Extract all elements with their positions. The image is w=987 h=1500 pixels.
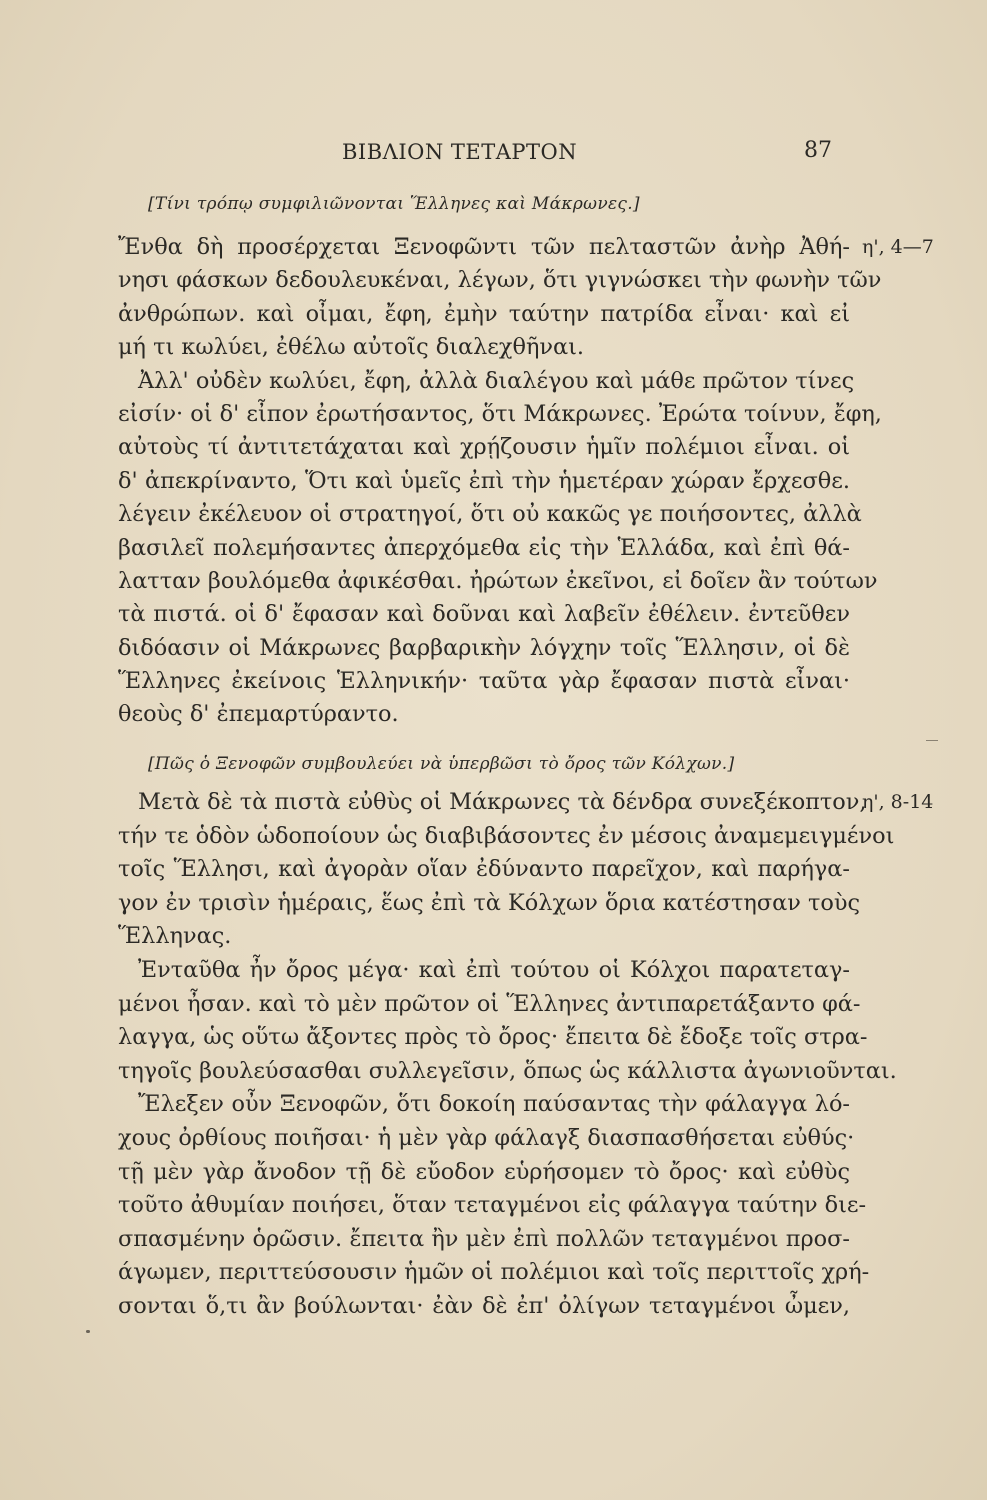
text-line: τὰ πιστά. οἱ δ' ἔφασαν καὶ δοῦναι καὶ λαβεῖν ἐθέλειν. ἐντεῦθεν — [118, 601, 850, 628]
text-line: τῇ μὲν γὰρ ἄνοδον τῇ δὲ εὔοδον εὑρήσομεν τὸ ὄρος· καὶ εὐθὺς — [118, 1158, 850, 1185]
text-line: δ' ἀπεκρίναντο, Ὅτι καὶ ὑμεῖς ἐπὶ τὴν ἡμετέραν χώραν ἔρχεσθε. — [118, 467, 850, 494]
text-line: εἰσίν· οἱ δ' εἶπον ἐρωτήσαντος, ὅτι Μάκρωνες. Ἐρώτα τοίνυν, ἔφη, — [118, 400, 882, 427]
paragraph-block-2 — [118, 786, 897, 1324]
text-line: τήν τε ὁδὸν ὡδοποίουν ὡς διαβιβάσοντες ἐν μέσοις ἀναμεμειγμένοι — [118, 822, 895, 849]
text-line: τηγοῖς βουλεύσασθαι συλλεγεῖσιν, ὅπως ὡς κάλλιστα ἀγωνιοῦνται. — [118, 1057, 897, 1084]
text-line: Ἀλλ' οὐδὲν κωλύει, ἔφη, ἀλλὰ διαλέγου καὶ μάθε πρῶτον τίνες — [138, 367, 855, 394]
text-line: Ἔνθα δὴ προσέρχεται Ξενοφῶντι τῶν πελταστῶν ἀνὴρ Ἀθή- — [118, 234, 850, 260]
text-line: σονται ὅ,τι ἂν βούλωνται· ἐὰν δὲ ἐπ' ὀλίγων τεταγμένοι ὦμεν, — [118, 1292, 850, 1319]
text-line: αὐτοὺς τί ἀντιτετάχαται καὶ χρῄζουσιν ἡμῖν πολέμιοι εἶναι. οἱ — [118, 434, 850, 461]
text-line: γον ἐν τρισὶν ἡμέραις, ἕως ἐπὶ τὰ Κόλχων ὅρια κατέστησαν τοὺς — [118, 889, 860, 916]
text-line: Ἔλεξεν οὖν Ξενοφῶν, ὅτι δοκοίη παύσαντας τὴν φάλαγγα λό- — [138, 1091, 850, 1118]
text-line: χους ὀρθίους ποιῆσαι· ἡ μὲν γὰρ φάλαγξ διασπασθήσεται εὐθύς· — [118, 1124, 855, 1151]
paper-speck — [86, 1330, 90, 1333]
running-title: ΒΙΒΛΙΟΝ ΤΕΤΑΡΤΟΝ — [342, 140, 578, 164]
text-line: διδόασιν οἱ Μάκρωνες βαρβαρικὴν λόγχην τοῖς Ἕλλησιν, οἱ δὲ — [118, 634, 850, 661]
margin-reference-1: η', 4—7 — [862, 236, 934, 258]
page-number: 87 — [804, 138, 832, 163]
text-line: λατταν βουλόμεθα ἀφικέσθαι. ἠρώτων ἐκεῖνοι, εἰ δοῖεν ἂν τούτων — [118, 567, 878, 594]
text-line: λαγγα, ὡς οὕτω ἄξοντες πρὸς τὸ ὄρος· ἔπειτα δὲ ἔδοξε τοῖς στρα- — [118, 1024, 868, 1051]
text-line: τοῦτο ἀθυμίαν ποιήσει, ὅταν τεταγμένοι εἰς φάλαγγα ταύτην διε- — [118, 1192, 867, 1219]
section-heading-2: [Πῶς ὁ Ξενοφῶν συμβουλεύει νὰ ὑπερβῶσι τὸ ὄρος τῶν Κόλχων.] — [148, 754, 735, 774]
text-line: Ἕλληνες ἐκείνοις Ἑλληνικήν· ταῦτα γὰρ ἔφασαν πιστὰ εἶναι· — [118, 668, 850, 695]
text-line: λέγειν ἐκέλευον οἱ στρατηγοί, ὅτι οὐ κακῶς γε ποιήσοντες, ἀλλὰ — [118, 501, 862, 528]
text-line: βασιλεῖ πολεμήσαντες ἀπερχόμεθα εἰς τὴν Ἑλλάδα, καὶ ἐπὶ θά- — [118, 534, 850, 561]
text-line: θεοὺς δ' ἐπεμαρτύραντο. — [118, 701, 399, 728]
margin-reference-2: η', 8-14 — [862, 791, 934, 813]
margin-dash — [926, 740, 938, 741]
text-line: Ἐνταῦθα ἦν ὄρος μέγα· καὶ ἐπὶ τούτου οἱ Κόλχοι παρατεταγ- — [138, 956, 850, 983]
text-line: νησι φάσκων δεδουλευκέναι, λέγων, ὅτι γιγνώσκει τὴν φωνὴν τῶν — [118, 267, 882, 294]
text-line: Ἕλληνας. — [118, 923, 232, 950]
section-heading-1: [Τίνι τρόπῳ συμφιλιῶνονται Ἕλληνες καὶ Μάκρωνες.] — [148, 194, 640, 214]
text-line: τοῖς Ἕλλησι, καὶ ἀγορὰν οἵαν ἐδύναντο παρεῖχον, καὶ παρήγα- — [118, 856, 850, 883]
text-line: μένοι ἦσαν. καὶ τὸ μὲν πρῶτον οἱ Ἕλληνες ἀντιπαρετάξαντο φά- — [118, 990, 861, 1017]
paragraph-block-1 — [118, 231, 882, 732]
text-line: άγωμεν, περιττεύσουσιν ἡμῶν οἱ πολέμιοι καὶ τοῖς περιττοῖς χρή- — [118, 1259, 870, 1286]
text-line: σπασμένην ὁρῶσιν. ἔπειτα ἢν μὲν ἐπὶ πολλῶν τεταγμένοι προσ- — [118, 1225, 850, 1252]
text-line: μή τι κωλύει, ἐθέλω αὐτοῖς διαλεχθῆναι. — [118, 334, 584, 361]
text-line: Μετὰ δὲ τὰ πιστὰ εὐθὺς οἱ Μάκρωνες τὰ δένδρα συνεξέκοπτον, — [138, 789, 867, 815]
text-line: ἀνθρώπων. καὶ οἶμαι, ἔφη, ἐμὴν ταύτην πατρίδα εἶναι· καὶ εἰ — [118, 300, 850, 327]
